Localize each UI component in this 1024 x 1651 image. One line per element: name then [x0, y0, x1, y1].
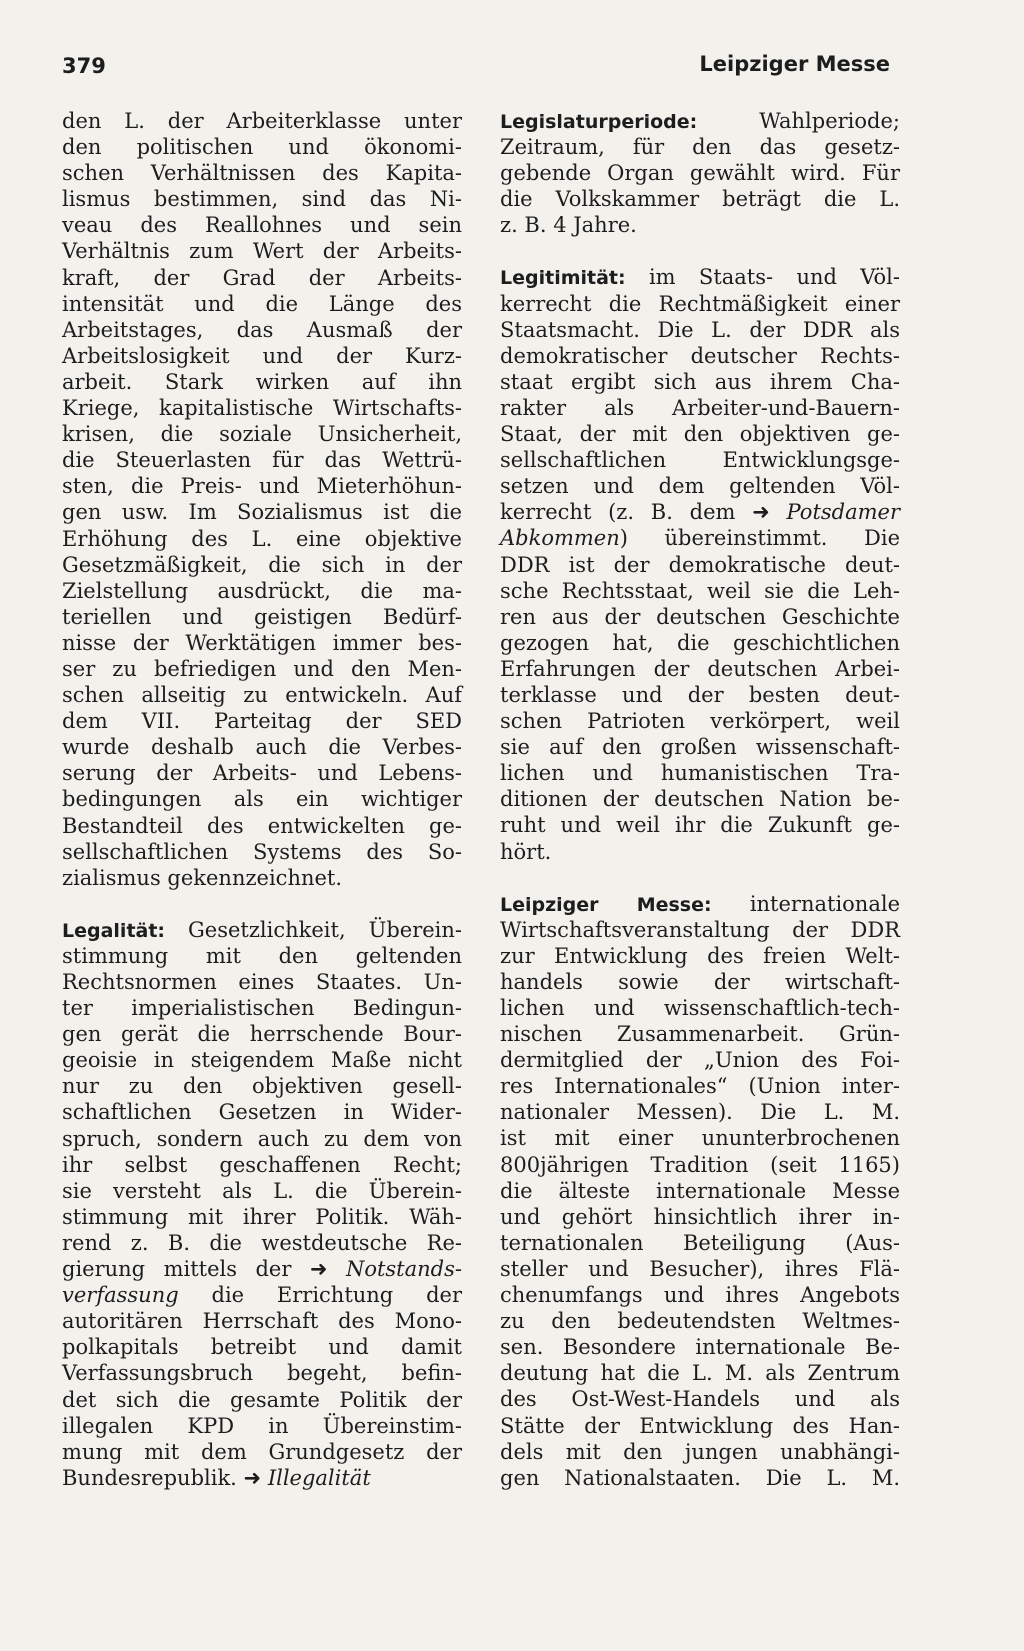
text-line: gen gerät die herrschende Bour- [62, 1022, 462, 1047]
entry-text: Wahlperiode; [697, 109, 900, 133]
text-line: gebende Organ gewählt wird. Für [500, 161, 900, 186]
entry-legitimitaet [500, 264, 900, 864]
text-line: handels sowie der wirtschaft- [500, 969, 900, 994]
text-line: zu den bedeutendsten Weltmes- [500, 1309, 900, 1334]
text-line: ter imperialistischen Bedingun- [62, 996, 462, 1021]
text-line: res Internationales“ (Union inter- [500, 1074, 900, 1099]
text-line: Erfahrungen der deutschen Arbei- [500, 656, 900, 681]
left-column [62, 108, 462, 1491]
text-line: 800jährigen Tradition (seit 1165) [500, 1152, 900, 1177]
text-line: Zielstellung ausdrückt, die ma- [62, 578, 462, 603]
page-number: 379 [62, 54, 106, 78]
text-line: spruch, sondern auch zu dem von [62, 1126, 462, 1151]
text-line: nischen Zusammenarbeit. Grün- [500, 1022, 900, 1047]
text-line: setzen und dem geltenden Völ- [500, 474, 900, 499]
text-line: schen allseitig zu entwickeln. Auf [62, 683, 462, 708]
entry-text: kerrecht (z. B. dem [500, 500, 753, 525]
text-line: ihr selbst geschaffenen Recht; [62, 1152, 462, 1177]
entry-legislaturperiode [500, 108, 900, 238]
text-line: Staat, der mit den objektiven ge- [500, 422, 900, 447]
text-line: rend z. B. die westdeutsche Re- [62, 1230, 462, 1255]
text-line: Verhältnis zum Wert der Arbeits- [62, 239, 462, 264]
text-line: ternationalen Beteiligung (Aus- [500, 1230, 900, 1255]
text-line: terklasse und der besten deut- [500, 682, 900, 707]
text-line: zur Entwicklung des freien Welt- [500, 943, 900, 968]
text-line: ren aus der deutschen Geschichte [500, 604, 900, 629]
text-line: lismus bestimmen, sind das Ni- [62, 187, 462, 212]
headword-leipziger-messe: Leipziger Messe: [500, 893, 712, 916]
text-line: hört. [500, 839, 552, 864]
text-line: dem VII. Parteitag der SED [62, 709, 462, 734]
entry-legalitaet [62, 917, 462, 1491]
text-line: veau des Reallohnes und sein [62, 213, 462, 238]
text-line: lichen und humanistischen Tra- [500, 761, 900, 786]
text-line: Arbeitstages, das Ausmaß der [62, 317, 462, 342]
text-line: autoritären Herrschaft des Mono- [62, 1309, 462, 1334]
text-line: schen Patrioten verkörpert, weil [500, 709, 900, 734]
text-line: Zeitraum, für den das gesetz- [500, 135, 900, 160]
text-line: den L. der Arbeiterklasse unter [62, 109, 462, 133]
text-line: stimmung mit ihrer Politik. Wäh- [62, 1204, 462, 1229]
text-line: Erhöhung des L. eine objektive [62, 526, 462, 551]
cross-reference-illegalitaet[interactable]: Illegalität [267, 1465, 371, 1490]
entry-text: Gesetzlichkeit, Überein- [165, 917, 462, 942]
text-line: Gesetzmäßigkeit, die sich in der [62, 552, 462, 577]
text-line: Bestandteil des entwickelten ge- [62, 813, 462, 838]
entry-text: ) übereinstimmt. Die [619, 526, 900, 551]
entry-text: im Staats- und Völ- [625, 265, 900, 290]
text-line: mung mit dem Grundgesetz der [62, 1439, 462, 1464]
text-line: den politischen und ökonomi- [62, 135, 462, 160]
text-line: stimmung mit den geltenden [62, 943, 462, 968]
text-line: des Ost-West-Handels und als [500, 1387, 900, 1412]
text-line: kraft, der Grad der Arbeits- [62, 265, 462, 290]
text-line: det sich die gesamte Politik der [62, 1387, 462, 1412]
text-line: dermitglied der „Union des Foi- [500, 1048, 900, 1073]
text-line: Stätte der Entwicklung des Han- [500, 1413, 900, 1438]
text-line: intensität und die Länge des [62, 291, 462, 316]
text-line: sie auf den großen wissenschaft- [500, 735, 900, 760]
text-line: krisen, die soziale Unsicherheit, [62, 422, 462, 447]
text-line: Verfassungsbruch begeht, befin- [62, 1361, 462, 1386]
text-line: sellschaftlichen Entwicklungsge- [500, 448, 900, 473]
cross-reference-notstandsverfassung[interactable]: Notstands- [345, 1257, 462, 1282]
text-line: ser zu befriedigen und den Men- [62, 656, 462, 681]
text-line: serung der Arbeits- und Lebens- [62, 761, 462, 786]
cross-reference-potsdamer-abkommen[interactable]: Potsdamer [786, 500, 900, 525]
text-line: ditionen der deutschen Nation be- [500, 787, 900, 812]
entry-text: Bundesrepublik. [62, 1465, 244, 1490]
text-line: ruht und weil ihr die Zukunft ge- [500, 813, 900, 838]
entry-text: gierung mittels der [62, 1257, 310, 1282]
entry-text: internationale [711, 891, 900, 916]
text-line: steller und Besucher), ihres Flä- [500, 1256, 900, 1281]
text-line: die Steuerlasten für das Wettrü- [62, 448, 462, 473]
text-line: deutung hat die L. M. als Zentrum [500, 1361, 900, 1386]
text-line: zialismus gekennzeichnet. [62, 865, 343, 890]
text-line: z. B. 4 Jahre. [500, 213, 637, 238]
text-line: ist mit einer ununterbrochenen [500, 1126, 900, 1151]
text-line: sen. Besondere internationale Be- [500, 1335, 900, 1360]
cross-reference-notstandsverfassung[interactable]: verfassung [62, 1283, 179, 1308]
right-column [500, 108, 900, 1491]
text-line: schaftlichen Gesetzen in Wider- [62, 1100, 462, 1125]
text-line: kerrecht die Rechtmäßigkeit einer [500, 291, 900, 316]
text-line: gezogen hat, die geschichtlichen [500, 630, 900, 655]
text-line: teriellen und geistigen Bedürf- [62, 604, 462, 629]
text-line: nationaler Messen). Die L. M. [500, 1100, 900, 1125]
text-line: Rechtsnormen eines Staates. Un- [62, 970, 462, 994]
headword-legislaturperiode: Legislaturperiode: [500, 111, 698, 133]
text-line: schen Verhältnissen des Kapita- [62, 161, 462, 186]
cross-reference-potsdamer-abkommen[interactable]: Abkommen [500, 526, 620, 551]
text-line: wurde deshalb auch die Verbes- [62, 735, 462, 760]
text-line: chenumfangs und ihres Angebots [500, 1283, 900, 1308]
text-line: die Volkskammer beträgt die L. [500, 187, 900, 212]
text-line: sellschaftlichen Systems des So- [62, 839, 462, 864]
text-line: sie versteht als L. die Überein- [62, 1178, 462, 1203]
text-line: Wirtschaftsveranstaltung der DDR [500, 917, 900, 942]
text-line: illegalen KPD in Übereinstim- [62, 1413, 462, 1438]
cross-reference-arrow-icon: ➜ [243, 1465, 262, 1490]
lohn-entry-continuation [62, 108, 462, 891]
entry-leipziger-messe [500, 891, 900, 1491]
text-line: arbeit. Stark wirken auf ihn [62, 369, 462, 394]
text-line: staat ergibt sich aus ihrem Cha- [500, 369, 900, 394]
text-line: sten, die Preis- und Mieterhöhun- [62, 474, 462, 499]
cross-reference-arrow-icon: ➜ [309, 1257, 328, 1282]
text-line: sche Rechtsstaat, weil sie die Leh- [500, 578, 900, 603]
text-line: nisse der Werktätigen immer bes- [62, 630, 462, 655]
text-line: polkapitals betreibt und damit [62, 1335, 462, 1360]
text-line: gen usw. Im Sozialismus ist die [62, 500, 462, 525]
headword-legitimitaet: Legitimität: [500, 267, 626, 290]
text-line: geoisie in steigendem Maße nicht [62, 1048, 462, 1073]
text-line: DDR ist der demokratische deut- [500, 552, 900, 577]
text-line: Kriege, kapitalistische Wirtschafts- [62, 396, 462, 421]
text-line: dels mit den jungen unabhängi- [500, 1439, 900, 1464]
cross-reference-arrow-icon: ➜ [752, 500, 770, 525]
entry-text: die Errichtung der [178, 1283, 462, 1308]
headword-legalitaet: Legalität: [62, 919, 166, 942]
text-line: lichen und wissenschaftlich-tech- [500, 996, 900, 1020]
text-line: nur zu den objektiven gesell- [62, 1074, 462, 1099]
text-line: demokratischer deutscher Rechts- [500, 343, 900, 368]
text-line: rakter als Arbeiter-und-Bauern- [500, 395, 900, 420]
text-line: Arbeitslosigkeit und der Kurz- [62, 343, 462, 368]
running-head: Leipziger Messe [699, 52, 890, 76]
text-line: und gehört hinsichtlich ihrer in- [500, 1204, 900, 1229]
text-line: Staatsmacht. Die L. der DDR als [500, 317, 900, 342]
text-line: die älteste internationale Messe [500, 1178, 900, 1203]
text-line: gen Nationalstaaten. Die L. M. [500, 1465, 900, 1490]
text-line: bedingungen als ein wichtiger [62, 787, 462, 812]
